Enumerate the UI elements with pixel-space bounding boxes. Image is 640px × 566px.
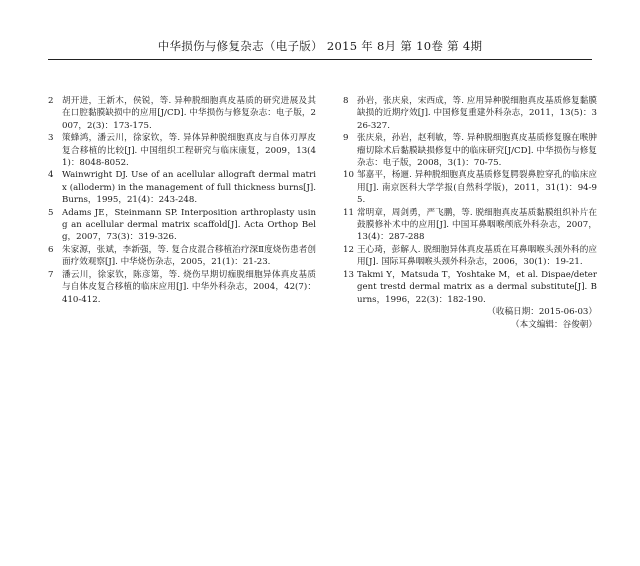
reference-item: [48, 95, 316, 132]
reference-item: [48, 269, 316, 306]
reference-item: [48, 132, 316, 169]
reference-number: 3: [48, 133, 54, 144]
reference-number: 12: [343, 244, 354, 255]
reference-number: 11: [343, 207, 354, 218]
reference-number: 9: [343, 133, 349, 144]
reference-text: 邹嘉平，杨逦. 异种脱细胞真皮基质修复腭裂鼻腔穿孔的临床应用[J]. 南京医科大学学报(自然科学版)，2011，31(1)：94-95.: [357, 170, 597, 206]
reference-number: 5: [48, 207, 54, 218]
reference-text: 孙岩，张庆泉，宋西成，等. 应用异种脱细胞真皮基质修复黏膜缺损的近期疗效[J]. 中国修复重建外科杂志，2011，13(5)：326-327.: [357, 96, 597, 131]
reference-item: [343, 169, 597, 206]
reference-number: 2: [48, 96, 54, 106]
reference-text: Takmi Y，Matsuda T，Yoshtake M，et al. Dispae/detergent trestd dermal matrix as a dermal substitute[J]. Burns，1996，22(3)：182-190.: [357, 269, 597, 305]
reference-number: 13: [343, 269, 354, 280]
left-column-references: [48, 95, 316, 306]
reference-item: [343, 132, 597, 169]
reference-item: [343, 95, 597, 132]
reference-text: 张庆泉，孙岩，赵利敏，等. 异种脱细胞真皮基质修复腺在喉肿瘤切除术后黏膜缺损修复中的临床研究[J/CD]. 中华损伤与修复杂志：电子版，2008，3(1)：70-75.: [357, 133, 597, 169]
reference-text: 朱家源，张斌，李新强，等. 复合皮混合移植治疗深Ⅱ度烧伤患者创面疗效观察[J]. 中华烧伤杂志，2005，21(1)：21-23.: [62, 244, 316, 268]
reference-number: 6: [48, 244, 54, 255]
reference-text: 潘云川，徐家钦，陈彦第，等. 烧伤早期切痂脱细胞异体真皮基质与自体皮复合移植的临床应用[J]. 中华外科杂志，2004，42(7)：410-412.: [62, 269, 316, 305]
reference-item: [48, 169, 316, 206]
reference-number: 10: [343, 170, 354, 181]
reference-number: 7: [48, 269, 54, 280]
reference-item: [343, 207, 597, 244]
article-footer: [343, 306, 597, 332]
reference-number: 8: [343, 96, 349, 106]
reference-text: 策蜂鸿，潘云川，徐家钦，等. 异体异种脱细胞真皮与自体刃厚皮复合移植的比较[J]. 中国组织工程研究与临床康复，2009，13(41)：8048-8052.: [62, 133, 316, 169]
reference-item: [343, 244, 597, 269]
journal-header-text: 中华损伤与修复杂志（电子版） 2015 年 8月 第 10卷 第 4期: [157, 39, 483, 53]
reference-text: 胡开进，王新木，侯锐，等. 异种脱细胞真皮基质的研究进展及其在口腔黏膜缺损中的应用[J/CD]. 中华损伤与修复杂志：电子版，2007，2(3)：173-175.: [62, 96, 316, 131]
reference-item: [343, 269, 597, 306]
received-date: （收稿日期：2015-06-03）: [487, 306, 597, 317]
reference-text: Wainwright DJ. Use of an acellular allograft dermal matrix (alloderm) in the management of full thickness burns[J]. Burns，1995，21(4)：243-248.: [62, 170, 316, 206]
reference-text: 常明章，周剑勇，严飞鹏，等. 脱细胞真皮基质黏膜组织补片在鼓膜修补术中的应用[J]. 中国耳鼻咽喉颅底外科杂志，2007，13(4)：287-288: [357, 207, 597, 243]
editor-credit: （本文编辑：谷俊朝）: [511, 319, 597, 330]
reference-text: Adams JE，Steinmann SP. Interposition arthroplasty using an acellular dermal matrix scaffold[J]. Acta Orthop Belg，2007，73(3)：319-326.: [62, 207, 316, 243]
reference-item: [48, 207, 316, 244]
reference-text: 王心琦，彭解人. 脱细胞异体真皮基质在耳鼻咽喉头颈外科的应用[J]. 国际耳鼻咽喉头颈外科杂志，2006，30(1)：19-21.: [357, 244, 597, 268]
reference-number: 4: [48, 170, 54, 181]
running-header: [48, 38, 592, 60]
reference-item: [48, 244, 316, 269]
right-column-references: [343, 95, 597, 332]
